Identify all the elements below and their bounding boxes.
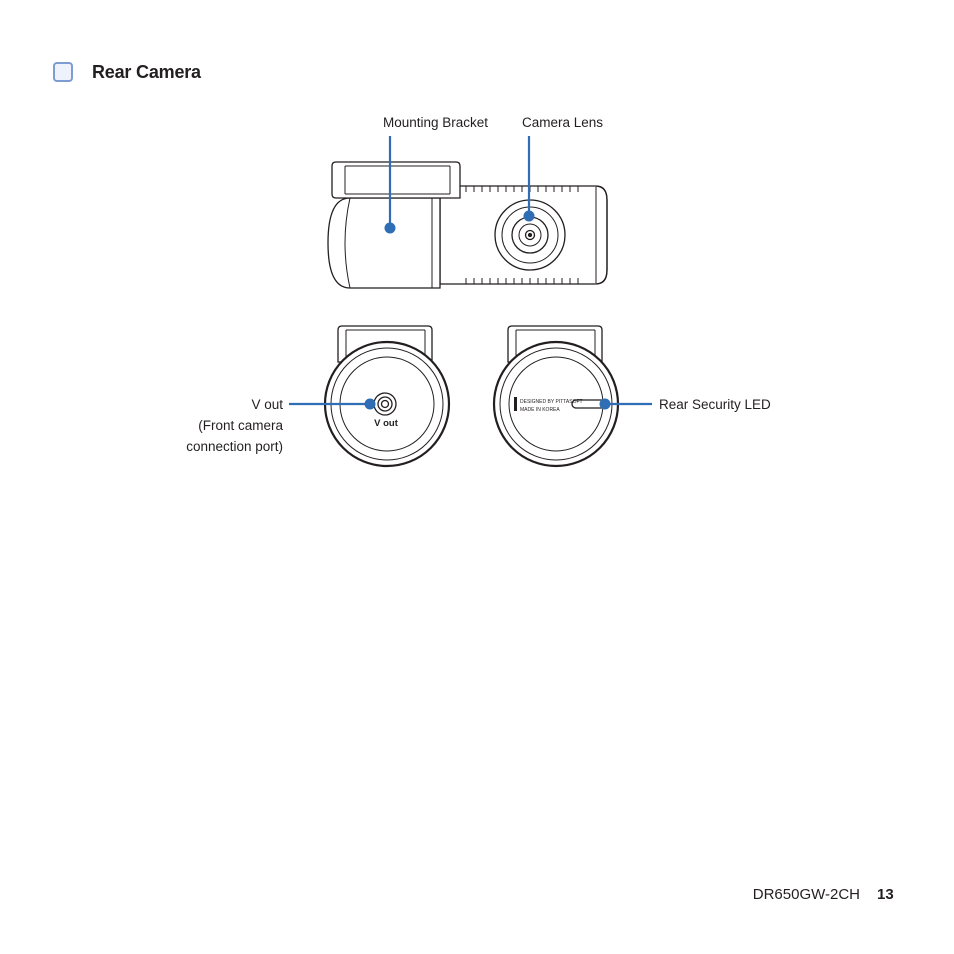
footer-model: DR650GW-2CH xyxy=(752,886,860,903)
port-engraving: V out xyxy=(374,418,398,429)
badge-line1: DESIGNED BY PITTASOFT xyxy=(520,399,583,405)
camera-side-view xyxy=(328,162,607,288)
callout-camera-lens-dot xyxy=(524,211,535,222)
label-rear-security-led: Rear Security LED xyxy=(659,397,771,412)
callout-v-out-dot xyxy=(365,399,376,410)
label-mounting-bracket: Mounting Bracket xyxy=(383,115,489,130)
label-v-out-line3: connection port) xyxy=(186,439,283,454)
page-number: 13 xyxy=(877,886,894,903)
label-v-out xyxy=(160,394,283,457)
label-camera-lens: Camera Lens xyxy=(522,115,604,130)
label-v-out-line2: (Front camera xyxy=(198,418,283,433)
camera-port-view xyxy=(325,326,449,466)
section-title: Rear Camera xyxy=(92,62,201,82)
label-v-out-line1: V out xyxy=(251,397,283,412)
callout-led-dot xyxy=(600,399,611,410)
camera-led-view xyxy=(494,326,618,466)
mounting-bracket xyxy=(332,162,460,198)
badge-line2: MADE IN KOREA xyxy=(520,407,560,413)
callout-mounting-bracket-dot xyxy=(385,223,396,234)
